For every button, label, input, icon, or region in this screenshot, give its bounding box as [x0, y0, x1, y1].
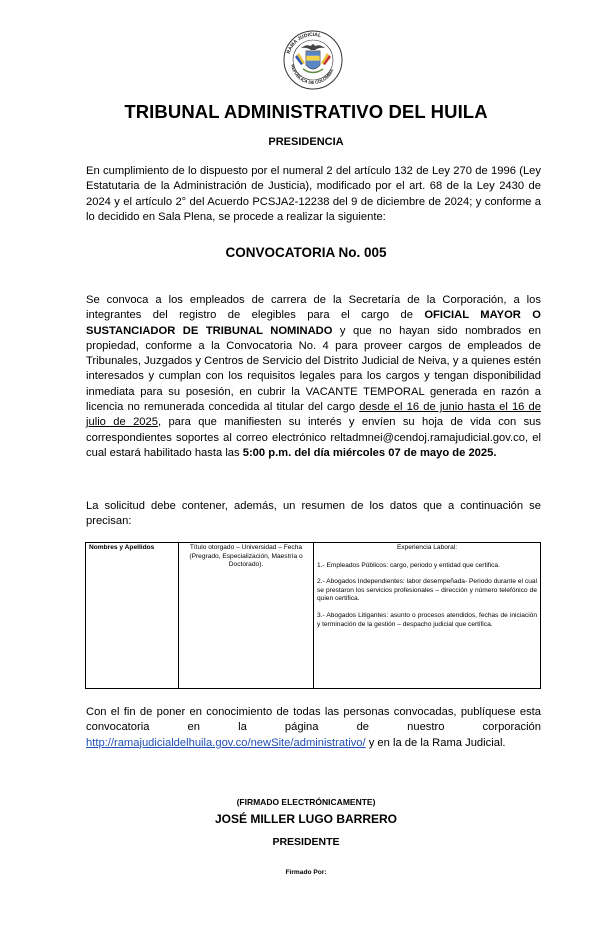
requirements-table: [85, 542, 541, 689]
intro-paragraph: En cumplimiento de lo dispuesto por el numeral 2 del artículo 132 de Ley 270 de 1996 (Ley Estatutaria de la Administración de Justicia), modificado por el art. 68 de la Ley 2430 de 2024 y el artículo 2° del Acuerdo PCSJA2-12238 del 9 de diciembre de 2024; y conforme a lo decidido en Sala Plena, se procede a realizar la siguiente:: [86, 165, 541, 223]
page-title: TRIBUNAL ADMINISTRATIVO DEL HUILA: [124, 101, 488, 122]
experience-item: 3.- Abogados Litigantes: asunto o procesos atendidos, fechas de iniciación y terminación de la gestión – despacho judicial que certifica.: [317, 611, 537, 628]
table-row: [86, 543, 541, 689]
body-text-2: y que no hayan sido nombrados en propiedad, conforme a la Convocatoria No. 4 para proveer cargos de empleados de Tribunales, Juzgados y Centros de Servicio del Distrito Judicial de Neiva, y a quienes estén interesados y cumplan con los requisitos legales para los cargos y tengan disponibilidad inmediata para su posesión, en cubrir la VACANTE TEMPORAL generada en razón a licencia no remunerada concedida al titular del cargo: [86, 324, 541, 414]
convocatoria-title: CONVOCATORIA No. 005: [225, 245, 387, 260]
experience-item: 2.- Abogados Independientes: labor desempeñada- Periodo durante el cual se prestaron los servicios profesionales – dirección y número telefónico de quien certifica.: [317, 578, 537, 603]
body-text-3: , para que manifiesten su interés y envíen su hoja de vida con sus correspondientes soportes al correo electrónico reltadmnei@cendoj.ramajudicial.gov.co, el cual estará habilitado hasta las: [86, 416, 542, 459]
coat-of-arms-seal-icon: [281, 29, 345, 91]
signature-note: (FIRMADO ELECTRÓNICAMENTE): [236, 797, 376, 807]
signer-name: JOSÉ MILLER LUGO BARRERO: [214, 812, 397, 826]
signer-role: PRESIDENTE: [272, 836, 340, 848]
body-text-1: Se convoca a los empleados de carrera de la Secretaría de la Corporación, a los integrantes del registro de elegibles para el cargo de: [86, 294, 541, 322]
svg-text:REPÚBLICA DE COLOMBIA: REPÚBLICA DE COLOMBIA: [290, 63, 335, 86]
publication-paragraph: [86, 705, 541, 751]
deadline: 5:00 p.m. del día miércoles 07 de mayo de 2025.: [242, 446, 497, 459]
cargo-name: OFICIAL MAYOR O SUSTANCIADOR DE TRIBUNAL NOMINADO: [86, 309, 541, 337]
license-dates: desde el 16 de junio hasta el 16 de julio de 2025: [86, 401, 541, 429]
signed-by-label: Firmado Por:: [285, 869, 327, 876]
svg-text:RAMA JUDICIAL: RAMA JUDICIAL: [285, 31, 322, 55]
body-paragraph: [86, 293, 541, 461]
table-cell-experience: [314, 543, 541, 689]
table-cell-names: Nombres y Apellidos: [86, 543, 179, 689]
experience-heading: Experiencia Laboral:: [396, 544, 458, 551]
requirements-intro: La solicitud debe contener, además, un resumen de los datos que a continuación se precisan:: [86, 500, 541, 528]
corporation-website-link[interactable]: http://ramajudicialdelhuila.gov.co/newSite/administrativo/: [86, 736, 366, 749]
publication-text-1: Con el fin de poner en conocimiento de todas las personas convocadas, publíquese esta convocatoria en la página de nuestro corporación: [86, 706, 541, 734]
page-subtitle: PRESIDENCIA: [268, 136, 344, 148]
table-cell-degree: Título otorgado – Universidad – Fecha (Pregrado, Especialización, Maestría o Doctorado).: [179, 543, 314, 689]
experience-item: 1.- Empleados Públicos: cargo, periodo y entidad que certifica.: [317, 561, 500, 569]
publication-text-2: y en la de la Rama Judicial.: [365, 736, 506, 749]
